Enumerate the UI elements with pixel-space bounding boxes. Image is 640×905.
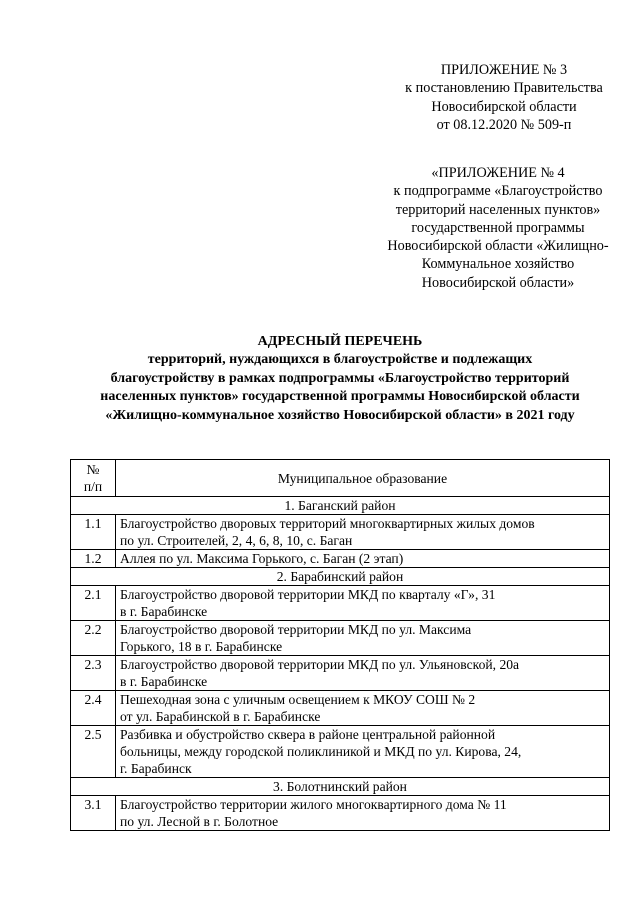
row-number: 2.4 bbox=[71, 691, 116, 726]
title-line: благоустройству в рамках подпрограммы «Благоустройство территорий bbox=[110, 370, 570, 386]
title-line: «Жилищно-коммунальное хозяйство Новосибирской области» в 2021 году bbox=[105, 407, 575, 423]
row-description-line: Горького, 18 в г. Барабинске bbox=[120, 639, 283, 654]
row-number: 2.5 bbox=[71, 726, 116, 778]
address-list-table bbox=[70, 459, 610, 831]
header-number-symbol: № bbox=[86, 462, 100, 477]
appendix-4-line: Новосибирской области «Жилищно- bbox=[387, 238, 609, 255]
table-row bbox=[71, 586, 610, 621]
row-number: 2.1 bbox=[71, 586, 116, 621]
appendix-3-line: Новосибирской области bbox=[431, 98, 577, 115]
table-header-row bbox=[71, 460, 610, 497]
row-description bbox=[116, 515, 610, 550]
row-number: 1.2 bbox=[71, 550, 116, 568]
row-description-line: Аллея по ул. Максима Горького, с. Баган (2 этап) bbox=[120, 551, 404, 566]
appendix-3-line: к постановлению Правительства bbox=[405, 80, 603, 97]
section-title: 1. Баганский район bbox=[71, 497, 610, 515]
table-row bbox=[71, 656, 610, 691]
section-title: 3. Болотнинский район bbox=[71, 778, 610, 796]
table-row bbox=[71, 691, 610, 726]
row-description bbox=[116, 656, 610, 691]
header-number-cell bbox=[71, 460, 116, 497]
table-row bbox=[71, 621, 610, 656]
document-title bbox=[70, 333, 610, 425]
title-heading: АДРЕСНЫЙ ПЕРЕЧЕНЬ bbox=[257, 334, 423, 349]
appendix-4-line: государственной программы bbox=[411, 219, 585, 236]
row-description-line: по ул. Строителей, 2, 4, 6, 8, 10, с. Баган bbox=[120, 533, 353, 548]
section-row bbox=[71, 568, 610, 586]
row-number: 2.2 bbox=[71, 621, 116, 656]
row-description-line: г. Барабинск bbox=[120, 761, 192, 776]
row-description-line: в г. Барабинске bbox=[120, 674, 208, 689]
section-row bbox=[71, 497, 610, 515]
header-municipality-cell: Муниципальное образование bbox=[116, 460, 610, 497]
row-description bbox=[116, 621, 610, 656]
row-description-line: Благоустройство дворовой территории МКД по ул. Максима bbox=[120, 622, 472, 637]
section-row bbox=[71, 778, 610, 796]
row-description bbox=[116, 796, 610, 831]
appendix-4-line: Новосибирской области» bbox=[421, 274, 575, 291]
row-number: 3.1 bbox=[71, 796, 116, 831]
row-description bbox=[116, 691, 610, 726]
appendix-3-header bbox=[372, 61, 636, 134]
row-description-line: от ул. Барабинской в г. Барабинске bbox=[120, 709, 321, 724]
row-description bbox=[116, 726, 610, 778]
row-description-line: Разбивка и обустройство сквера в районе центральной районной bbox=[120, 727, 496, 742]
row-description-line: Благоустройство дворовой территории МКД по ул. Ульяновской, 20а bbox=[120, 657, 520, 672]
appendix-4-line: Коммунальное хозяйство bbox=[421, 256, 575, 273]
header-number-abbr: п/п bbox=[83, 479, 103, 494]
row-description-line: Благоустройство территории жилого многоквартирного дома № 11 bbox=[120, 797, 507, 812]
row-description-line: в г. Барабинске bbox=[120, 604, 208, 619]
table-row bbox=[71, 550, 610, 568]
appendix-4-header bbox=[360, 164, 636, 292]
row-description-line: Благоустройство дворовой территории МКД по кварталу «Г», 31 bbox=[120, 587, 496, 602]
table-row bbox=[71, 726, 610, 778]
table-row bbox=[71, 515, 610, 550]
row-number: 2.3 bbox=[71, 656, 116, 691]
row-description-line: больницы, между городской поликлиникой и МКД по ул. Кирова, 24, bbox=[120, 744, 522, 759]
table-row bbox=[71, 796, 610, 831]
appendix-4-line: территорий населенных пунктов» bbox=[395, 201, 601, 218]
row-description bbox=[116, 586, 610, 621]
appendix-4-line: «ПРИЛОЖЕНИЕ № 4 bbox=[431, 165, 565, 181]
title-line: территорий, нуждающихся в благоустройстве и подлежащих bbox=[147, 352, 533, 368]
row-number: 1.1 bbox=[71, 515, 116, 550]
appendix-4-line: к подпрограмме «Благоустройство bbox=[393, 183, 603, 200]
row-description-line: Пешеходная зона с уличным освещением к МКОУ СОШ № 2 bbox=[120, 692, 476, 707]
section-title: 2. Барабинский район bbox=[71, 568, 610, 586]
row-description-line: по ул. Лесной в г. Болотное bbox=[120, 814, 279, 829]
row-description-line: Благоустройство дворовых территорий многоквартирных жилых домов bbox=[120, 516, 535, 531]
row-description bbox=[116, 550, 610, 568]
appendix-3-line: от 08.12.2020 № 509-п bbox=[436, 116, 572, 133]
appendix-3-line: ПРИЛОЖЕНИЕ № 3 bbox=[440, 62, 568, 78]
title-line: населенных пунктов» государственной программы Новосибирской области bbox=[100, 389, 580, 405]
